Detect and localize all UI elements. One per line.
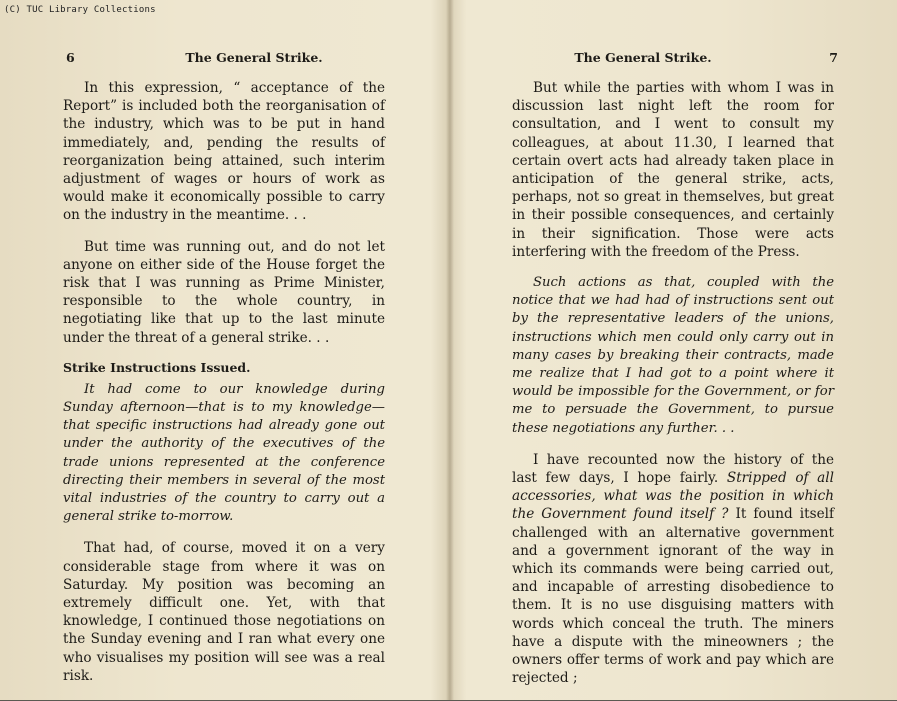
running-head-left [63, 50, 385, 70]
paragraph [512, 451, 834, 688]
page-number-right: 7 [829, 50, 838, 65]
paragraph: In this expression, “ acceptance of the Report” is included both the reorganisation of the industry, which was to be put in hand immediately, and, pending the results of reorganization being attained, such interim adjustment of wages or hours of work as would make it economically possible to carry on the industry in the meantime. . . [63, 80, 385, 224]
right-page [512, 50, 838, 701]
italic-run: Stripped of all accessories, what was the position in which the Government found itself ? [512, 470, 834, 523]
italic-paragraph: It had come to our knowledge during Sunday afternoon—that is to my knowledge—that specific instructions had already gone out under the authority of the executives of the trade unions represented at the conference directing their members in several of the most vital industries of the country to carry out a general strike to-morrow. [63, 381, 385, 525]
running-title-left: The General Strike. [185, 50, 323, 65]
section-heading: Strike Instructions Issued. [63, 359, 251, 375]
page-number-left: 6 [66, 50, 75, 65]
book-gutter [446, 0, 454, 700]
italic-paragraph: Such actions as that, coupled with the notice that we had had of instructions sent out by the representative leaders of the unions, instructions which men could only carry out in many cases by breaking their contracts, made me realize that I had got to a point where it would be impossible for the Government, or for me to persuade the Government, to pursue these negotiations any further. . . [512, 275, 834, 436]
running-head-right [512, 50, 838, 70]
left-page [63, 50, 385, 698]
text-run: I have recounted now the history of the last few days, I hope fairly. [512, 451, 834, 487]
paragraph: But while the parties with whom I was in discussion last night left the room for consultation, and I went to consult my colleagues, at about 11.30, I learned that certain overt acts had already taken place in anticipation of the general strike, acts, perhaps, not so great in themselves, but great in their possible consequences, and certainly in their signification. Those were acts interfering with the freedom of the Press. [512, 80, 834, 260]
running-title-right: The General Strike. [574, 50, 712, 65]
watermark: (C) TUC Library Collections [4, 5, 156, 15]
paragraph: But time was running out, and do not let anyone on either side of the House forget the risk that I was running as Prime Minister, responsible to the whole country, in negotiating like that up to the last minute under the threat of a general strike. . . [63, 238, 385, 346]
paragraph: That had, of course, moved it on a very considerable stage from where it was on Saturday. My position was becoming an extremely difficult one. Yet, with that knowledge, I continued those negotiations on the Sunday evening and I ran what every one who visualises my position will see was a real risk. [63, 540, 385, 684]
text-run: It found itself challenged with an alternative government and a government ignorant of the way in which its commands were being carried out, and incapable of arresting disobedience to them. It is no use disguising matters with words which conceal the truth. The miners have a dispute with the mineowners ; the owners offer terms of work and pay which are rejected ; [512, 506, 834, 687]
